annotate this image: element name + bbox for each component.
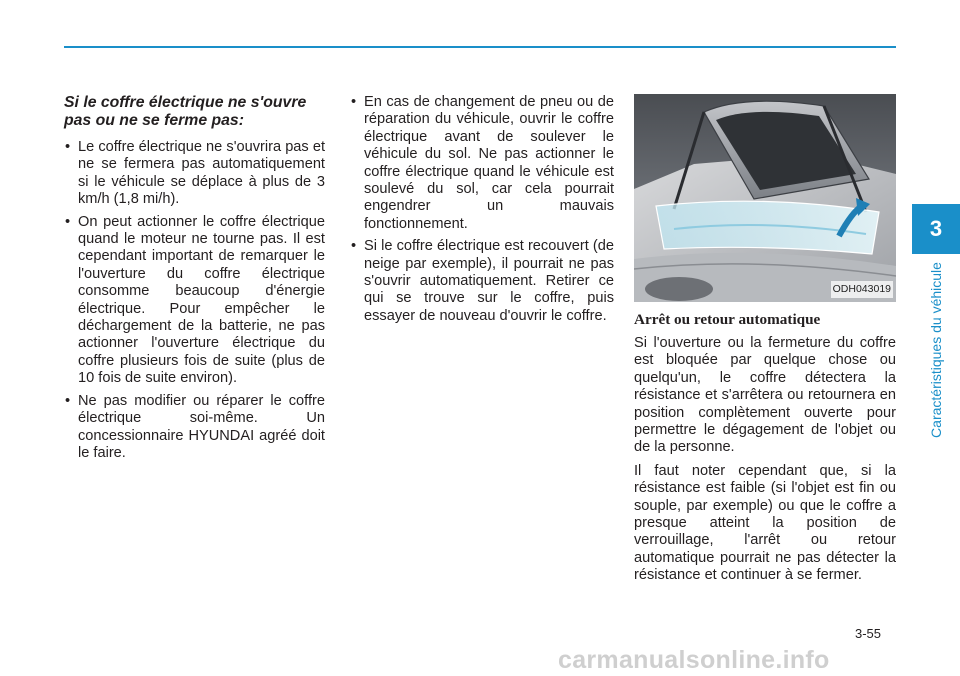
paragraph: Il faut noter cependant que, si la résistance est faible (si l'objet est fin ou souple, par exemple) ou que le coffre a presque atteint la position de verrouillage, l'arrêt ou retour automatique pourrait ne pas détecter la résistance et continuer à se fermer. bbox=[634, 462, 896, 584]
chapter-title: Caractéristiques du véhicule bbox=[928, 262, 944, 438]
page-number: 3-55 bbox=[855, 626, 882, 641]
section-heading: Si le coffre électrique ne s'ouvre pas ou ne se ferme pas: bbox=[64, 94, 307, 129]
bullet-list bbox=[64, 139, 325, 462]
bullet-item: • Ne pas modifier ou réparer le coffre électrique soi-même. Un concessionnaire HYUNDAI agréé doit le faire. bbox=[64, 393, 325, 463]
header-rule bbox=[64, 46, 896, 48]
section-title: Arrêt ou retour automatique bbox=[634, 311, 821, 328]
middle-column bbox=[350, 94, 614, 330]
bullet-item: • Si le coffre électrique est recouvert (de neige par exemple), il pourrait ne pas s'ouvrir automatiquement. Retirer ce qui se trouve sur le coffre, puis essayer de nouveau d'ouvrir le coffre. bbox=[350, 238, 614, 325]
left-column bbox=[64, 94, 325, 467]
right-column bbox=[634, 94, 896, 591]
trunk-illustration bbox=[634, 94, 896, 302]
chapter-tab: 3 bbox=[912, 204, 960, 254]
bullet-item: • En cas de changement de pneu ou de réparation du véhicule, ouvrir le coffre électrique avant de soulever le véhicule du sol. Ne pas actionner le coffre électrique quand le véhicule est soulevé du sol, car cela pourrait engendrer un mauvais fonctionnement. bbox=[350, 94, 614, 233]
paragraph: Si l'ouverture ou la fermeture du coffre est bloquée par quelque chose ou quelqu'un, le coffre détectera la résistance et s'arrêtera ou retournera en position complètement ouverte pour permettre le dégagement de l'objet ou de la personne. bbox=[634, 335, 896, 456]
bullet-item: • On peut actionner le coffre électrique quand le moteur ne tourne pas. Il est cependant important de remarquer le l'ouverture du coffre électrique consomme beaucoup d'énergie électrique. Pour empêcher le déchargement de la batterie, ne pas actionner l'ouverture électrique du coffre plusieurs fois de suite (plus de 10 fois de suite environ). bbox=[64, 214, 325, 388]
car-trunk-image bbox=[634, 94, 896, 302]
bullet-list bbox=[350, 94, 614, 325]
figure-code: ODH043019 bbox=[831, 281, 893, 298]
bullet-item: • Le coffre électrique ne s'ouvrira pas et ne se fermera pas automatiquement si le véhicule se déplace à plus de 3 km/h (1,8 mi/h). bbox=[64, 139, 325, 209]
watermark: carmanualsonline.info bbox=[558, 646, 830, 674]
